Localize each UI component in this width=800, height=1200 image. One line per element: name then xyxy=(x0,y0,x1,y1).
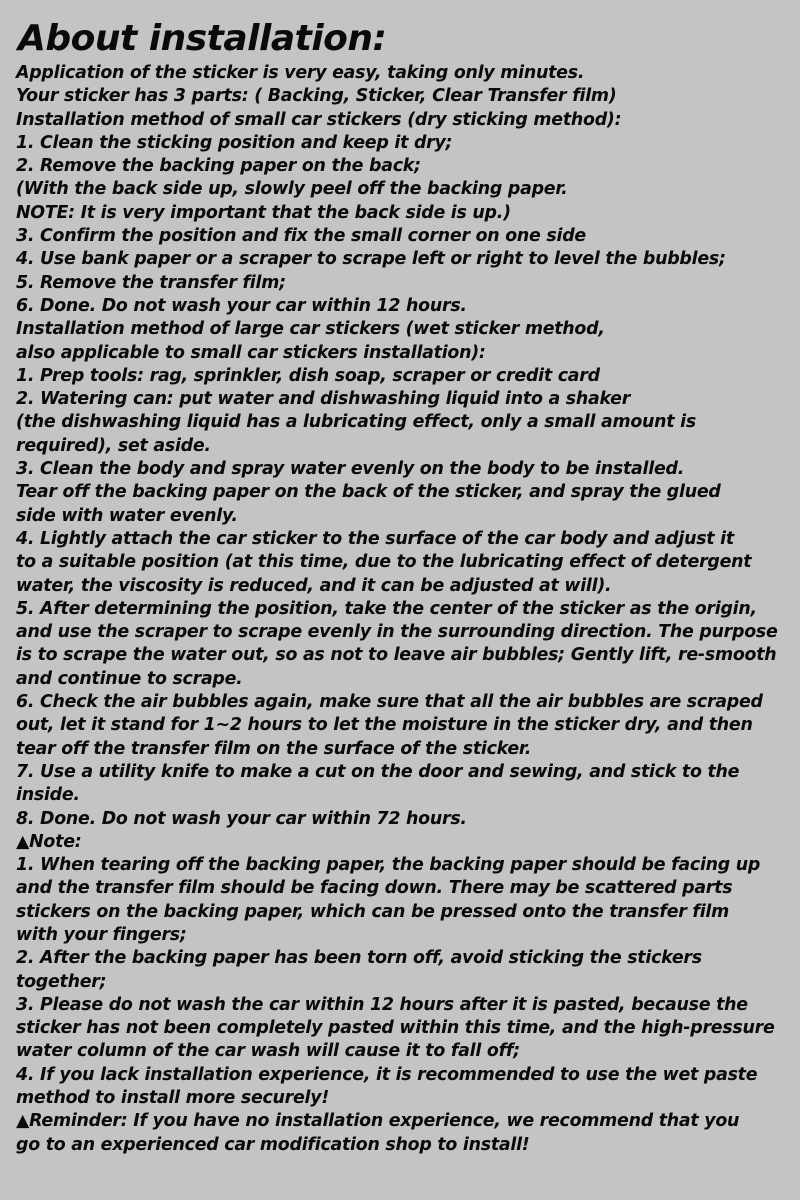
instruction-line: water column of the car wash will cause it to fall off; xyxy=(16,1041,520,1062)
page-title: About installation: xyxy=(18,18,387,59)
instruction-line: with your fingers; xyxy=(16,924,187,945)
instruction-line: 4. Use bank paper or a scraper to scrape left or right to level the bubbles; xyxy=(16,249,726,270)
instruction-line: method to install more securely! xyxy=(16,1088,330,1109)
instruction-line: Installation method of large car stickers (wet sticker method, xyxy=(16,319,605,340)
instruction-line: and use the scraper to scrape evenly in the surrounding direction. The purpose xyxy=(16,622,778,643)
instruction-line: Tear off the backing paper on the back of the sticker, and spray the glued xyxy=(16,482,721,503)
instruction-line: 4. If you lack installation experience, it is recommended to use the wet paste xyxy=(16,1064,758,1085)
instruction-line: out, let it stand for 1~2 hours to let the moisture in the sticker dry, and then xyxy=(16,715,753,736)
instruction-line: 6. Check the air bubbles again, make sure that all the air bubbles are scraped xyxy=(16,692,763,713)
instruction-text xyxy=(16,62,790,1157)
instruction-line: Installation method of small car stickers (dry sticking method): xyxy=(16,109,622,130)
instruction-line: ▲Note: xyxy=(16,831,82,852)
instruction-line: (With the back side up, slowly peel off the backing paper. xyxy=(16,179,568,200)
instruction-line: sticker has not been completely pasted within this time, and the high-pressure xyxy=(16,1018,775,1039)
instruction-line: is to scrape the water out, so as not to leave air bubbles; Gently lift, re-smooth xyxy=(16,645,777,666)
instruction-line: and the transfer film should be facing down. There may be scattered parts xyxy=(16,878,733,899)
instruction-line: 8. Done. Do not wash your car within 72 hours. xyxy=(16,808,467,829)
instruction-line: side with water evenly. xyxy=(16,505,238,526)
instruction-line: 3. Confirm the position and fix the small corner on one side xyxy=(16,226,586,247)
instruction-line: 7. Use a utility knife to make a cut on the door and sewing, and stick to the xyxy=(16,761,740,782)
instruction-line: also applicable to small car stickers installation): xyxy=(16,342,486,363)
instruction-line: 3. Please do not wash the car within 12 hours after it is pasted, because the xyxy=(16,994,748,1015)
instruction-line: water, the viscosity is reduced, and it can be adjusted at will). xyxy=(16,575,612,596)
instruction-line: 5. After determining the position, take the center of the sticker as the origin, xyxy=(16,598,757,619)
instruction-line: to a suitable position (at this time, due to the lubricating effect of detergent xyxy=(16,552,752,573)
instruction-line: NOTE: It is very important that the back side is up.) xyxy=(16,202,511,223)
instruction-line: 1. When tearing off the backing paper, the backing paper should be facing up xyxy=(16,855,761,876)
instruction-line: go to an experienced car modification shop to install! xyxy=(16,1134,530,1155)
instruction-line: 1. Prep tools: rag, sprinkler, dish soap, scraper or credit card xyxy=(16,365,600,386)
instruction-line: inside. xyxy=(16,785,80,806)
instruction-line: ▲Reminder: If you have no installation experience, we recommend that you xyxy=(16,1111,740,1132)
instruction-line: and continue to scrape. xyxy=(16,668,243,689)
instruction-line: 1. Clean the sticking position and keep it dry; xyxy=(16,132,453,153)
instruction-line: 4. Lightly attach the car sticker to the surface of the car body and adjust it xyxy=(16,528,734,549)
instruction-line: required), set aside. xyxy=(16,435,211,456)
instruction-line: (the dishwashing liquid has a lubricating effect, only a small amount is xyxy=(16,412,696,433)
instruction-line: Your sticker has 3 parts: ( Backing, Sticker, Clear Transfer film) xyxy=(16,86,617,107)
instruction-line: 5. Remove the transfer film; xyxy=(16,272,286,293)
instruction-line: together; xyxy=(16,971,107,992)
instruction-line: 2. After the backing paper has been torn off, avoid sticking the stickers xyxy=(16,948,702,969)
instruction-line: 3. Clean the body and spray water evenly on the body to be installed. xyxy=(16,459,685,480)
instruction-line: 2. Remove the backing paper on the back; xyxy=(16,156,421,177)
instruction-line: 6. Done. Do not wash your car within 12 hours. xyxy=(16,295,467,316)
instruction-line: stickers on the backing paper, which can be pressed onto the transfer film xyxy=(16,901,729,922)
instruction-line: 2. Watering can: put water and dishwashing liquid into a shaker xyxy=(16,389,631,410)
instruction-line: Application of the sticker is very easy, taking only minutes. xyxy=(16,63,585,83)
instruction-line: tear off the transfer film on the surface of the sticker. xyxy=(16,738,532,759)
